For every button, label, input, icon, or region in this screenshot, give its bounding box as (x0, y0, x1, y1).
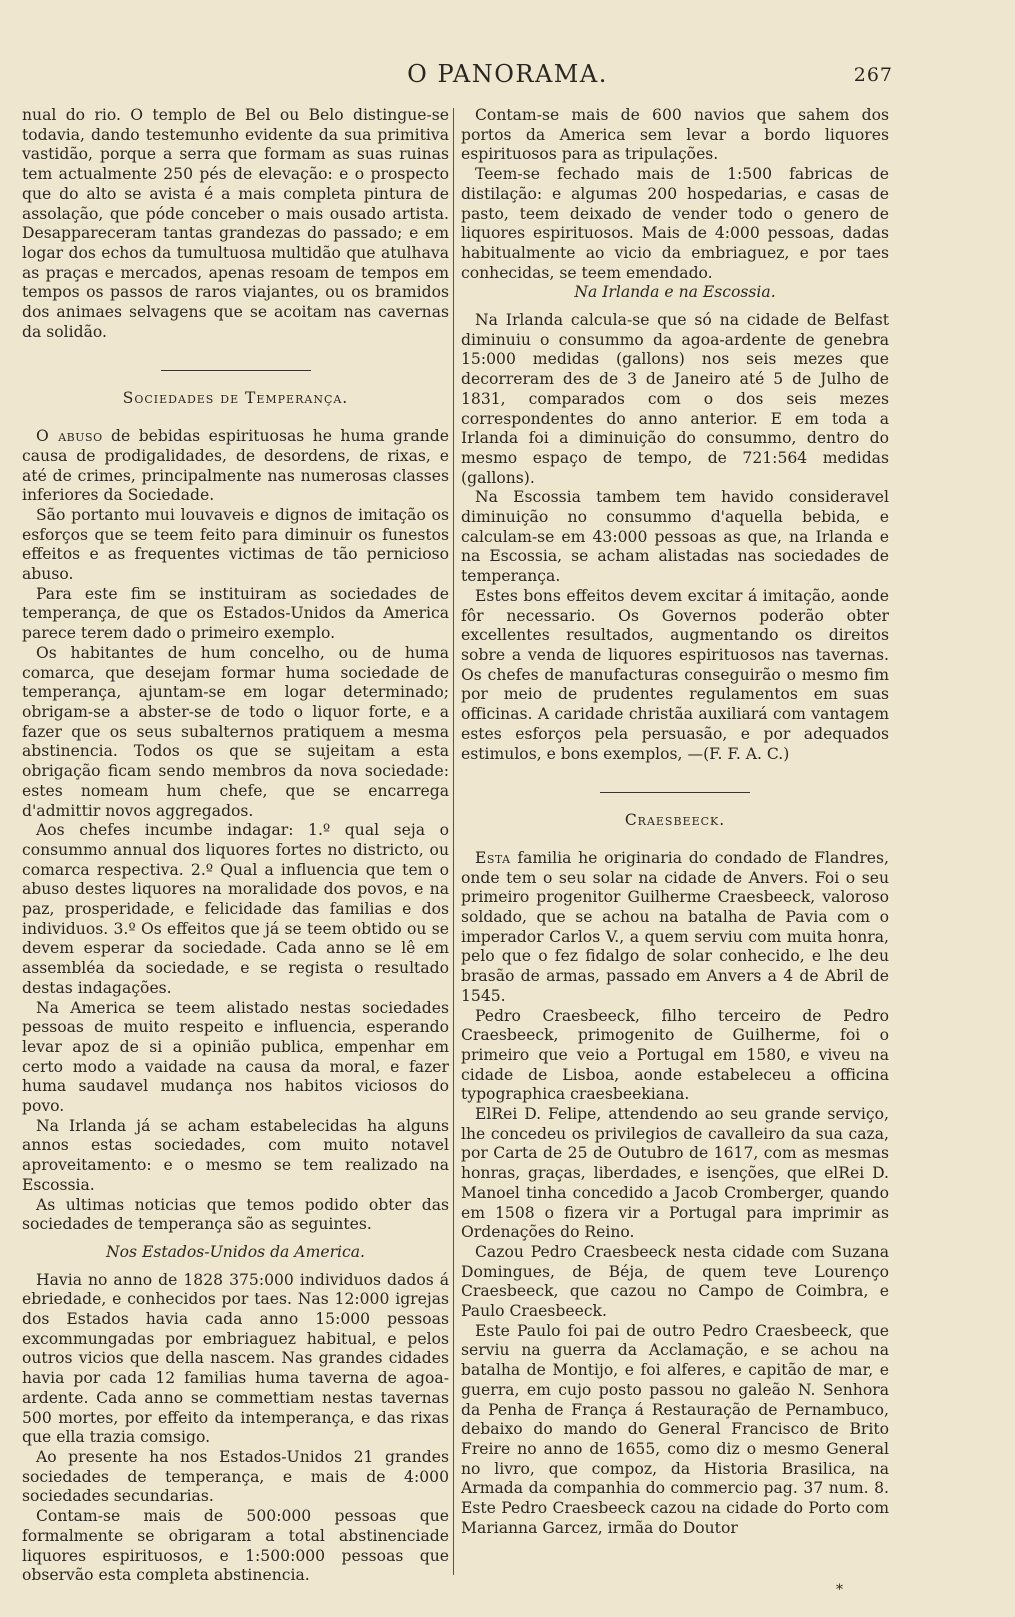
page-number: 267 (853, 64, 893, 86)
paragraph: Contam-se mais de 500:000 pessoas que formalmente se obrigaram a total abstinenciade liquores espirituosos, e 1:500:000 pessoas que observão esta completa abstinencia. (22, 1507, 449, 1585)
left-column (22, 106, 449, 1586)
paragraph: São portanto mui louvaveis e dignos de imitação os esforços que se teem feito para diminuir os funestos effeitos e as frequentes victimas de tão pernicioso abuso. (22, 505, 449, 584)
paragraph: Este Paulo foi pai de outro Pedro Craesbeeck, que serviu na guerra da Acclamação, e se achou na batalha de Montijo, e foi alferes, e capitão de mar, e guerra, em cujo posto passou no galeão N. Senhora da Penha de França á Restauração de Pernambuco, debaixo do mando do General Francisco de Brito Freire no anno de 1655, como diz o mesmo General no livro, que compoz, da Historia Brasilica, na Armada da companhia do commercio pag. 37 num. 8. Este Pedro Craesbeeck cazou na cidade do Porto com Marianna Garcez, irmãa do Doutor (461, 1321, 889, 1537)
paragraph: Contam-se mais de 600 navios que sahem dos portos da America sem levar a bordo liquores espirituosos para as tripulações. (461, 106, 889, 164)
paragraph: Na Irlanda já se acham estabelecidas ha alguns annos estas sociedades, com muito notavel aproveitamento: e o mesmo se tem realizado na Escossia. (22, 1116, 449, 1194)
paragraph: Na Irlanda calcula-se que só na cidade de Belfast diminuiu o consummo da agoa-ardente de genebra 15:000 medidas (gallons) nos seis mezes que decorreram des de 3 de Janeiro até 5 de Julho de 1831, comparados com o dos seis mezes correspondentes do anno anterior. E em toda a Irlanda foi a diminuição do consummo, dentro do mesmo espaço de tempo, de 721:564 medidas (gallons). (461, 311, 889, 487)
subheading-united-states: Nos Estados-Unidos da America. (105, 1242, 366, 1261)
paragraph: Esta familia he originaria do condado de Flandres, onde tem o seu solar na cidade de Anvers. Foi o seu primeiro progenitor Guilherme Craesbeeck, valoroso soldado, que se achou na batalha de Pavia com o imperador Carlos V., a quem serviu com muita honra, pelo que o fez fidalgo de solar conhecido, e lhe deu brasão de armas, passado em Anvers a 4 de Abril de 1545. (461, 848, 889, 1005)
paragraph: nual do rio. O templo de Bel ou Belo distingue-se todavia, dando testemunho evidente da sua primitiva vastidão, porque a serra que formam as suas ruinas tem actualmente 250 pés de elevação: e o prospecto que do alto se avista é a mais completa pintura de assolação, que póde conceber o mais ousado artista. Desappareceram tantas grandezas do passado; e em logar dos echos da tumultuosa multidão que atulhava as praças e mercados, apenas resoam de tempos em tempos os passos de raros viajantes, ou os bramidos dos animaes selvagens que se acoitam nas cavernas da solidão. (22, 106, 449, 341)
paragraph: Havia no anno de 1828 375:000 individuos dados á ebriedade, e conhecidos por taes. Nas 12:000 igrejas dos Estados havia cada anno 15:000 pessoas excommungadas por embriaguez habitual, e pelos outros vicios que della nascem. Nas grandes cidades havia por cada 12 familias huma taverna de agoa-ardente. Cada anno se commettiam nestas tavernas 500 mortes, por effeito da intemperança, e das rixas que ella trazia comsigo. (22, 1270, 449, 1447)
section-heading-craesbeeck: Craesbeeck. (624, 811, 726, 830)
paragraph: Na Escossia tambem tem havido consideravel diminuição no consummo d'aquella bebida, e calculam-se em 43:000 pessoas as que, na Irlanda e na Escossia, se acham alistadas nas sociedades de temperança. (461, 488, 889, 586)
page-title: O PANORAMA. (407, 60, 608, 88)
paragraph: Ao presente ha nos Estados-Unidos 21 grandes sociedades de temperança, e mais de 4:000 sociedades secundarias. (22, 1448, 449, 1506)
paragraph: Os habitantes de hum concelho, ou de huma comarca, que desejam formar huma sociedade de temperança, ajuntam-se em logar determinado; obrigam-se a abster-se de todo o liquor forte, e a fazer que os seus subalternos pratiquem a mesma abstinencia. Todos os que se sujeitam a esta obrigação ficam sendo membros da nova sociedade: estes nomeam hum chefe, que se encarrega d'admittir novos aggregados. (22, 643, 449, 820)
subheading-ireland-scotland: Na Irlanda e na Escossia. (574, 283, 776, 302)
paragraph: As ultimas noticias que temos podido obter das sociedades de temperança são as seguintes. (22, 1195, 449, 1234)
paragraph: Para este fim se instituiram as sociedades de temperança, de que os Estados-Unidos da America parece terem dado o primeiro exemplo. (22, 584, 449, 643)
paragraph: Estes bons effeitos devem excitar á imitação, aonde fôr necessario. Os Governos poderão obter excellentes resultados, augmentando os direitos sobre a venda de liquores espirituosos nas tavernas. Os chefes de manufacturas conseguirão o mesmo fim por meio de prudentes regulamentos em suas officinas. A caridade christãa auxiliará com vantagem estes esforços pela persuasão, e por adequados estimulos, e bons exemplos, —(F. F. A. C.) (461, 586, 889, 763)
paragraph: Cazou Pedro Craesbeeck nesta cidade com Suzana Domingues, de Béja, de quem teve Lourenço Craesbeeck, que cazou no Campo de Coimbra, e Paulo Craesbeeck. (461, 1242, 889, 1321)
lead-word: Esta (475, 848, 511, 867)
paragraph: O abuso de bebidas espirituosas he huma grande causa de prodigalidades, de desordens, de rixas, e até de crimes, principalmente nas numerosas classes inferiores da Sociedade. (22, 427, 450, 505)
signature-mark: * (836, 1582, 843, 1598)
paragraph: Pedro Craesbeeck, filho terceiro de Pedro Craesbeeck, primogenito de Guilherme, foi o primeiro que veio a Portugal em 1580, e viveu na cidade de Lisboa, aonde estabeleceu a officina typographica craesbeekiana. (461, 1006, 889, 1104)
running-head (0, 58, 1015, 90)
column-divider (453, 108, 454, 1575)
lead-word: O abuso (36, 427, 103, 446)
paragraph: ElRei D. Felipe, attendendo ao seu grande serviço, lhe concedeu os privilegios de cavalleiro da sua caza, por Carta de 25 de Outubro de 1617, com as mesmas honras, graças, liberdades, e isenções, que elRei D. Manoel tinha concedido a Jacob Cromberger, quando em 1508 o fizera vir a Portugal para imprimir as Ordenações do Reino. (461, 1105, 889, 1242)
section-heading-temperance: Sociedades de Temperança. (122, 389, 349, 408)
paragraph: Teem-se fechado mais de 1:500 fabricas de distilação: e algumas 200 hospedarias, e casas de pasto, teem deixado de vender todo o genero de liquores espirituosos. Mais de 4:000 pessoas, dadas habitualmente ao vicio da embriaguez, e por taes conhecidas, se teem emendado. (461, 165, 889, 282)
right-column (461, 106, 889, 1539)
paragraph: Aos chefes incumbe indagar: 1.º qual seja o consummo annual dos liquores fortes no districto, ou comarca respectiva. 2.º Qual a influencia que tem o abuso destes liquores na moralidade dos povos, e na paz, prosperidade, e felicidade das familias e dos individuos. 3.º Os effeitos que já se teem obtido ou se devem esperar da sociedade. Cada anno se lê em assembléa da sociedade, e se regista o resultado destas indagações. (22, 821, 449, 997)
paragraph: Na America se teem alistado nestas sociedades pessoas de muito respeito e influencia, esperando levar apoz de si a opinião publica, empenhar em certo modo a vaidade na causa da moral, e fazer huma saudavel mudança nos habitos viciosos do povo. (22, 998, 449, 1116)
